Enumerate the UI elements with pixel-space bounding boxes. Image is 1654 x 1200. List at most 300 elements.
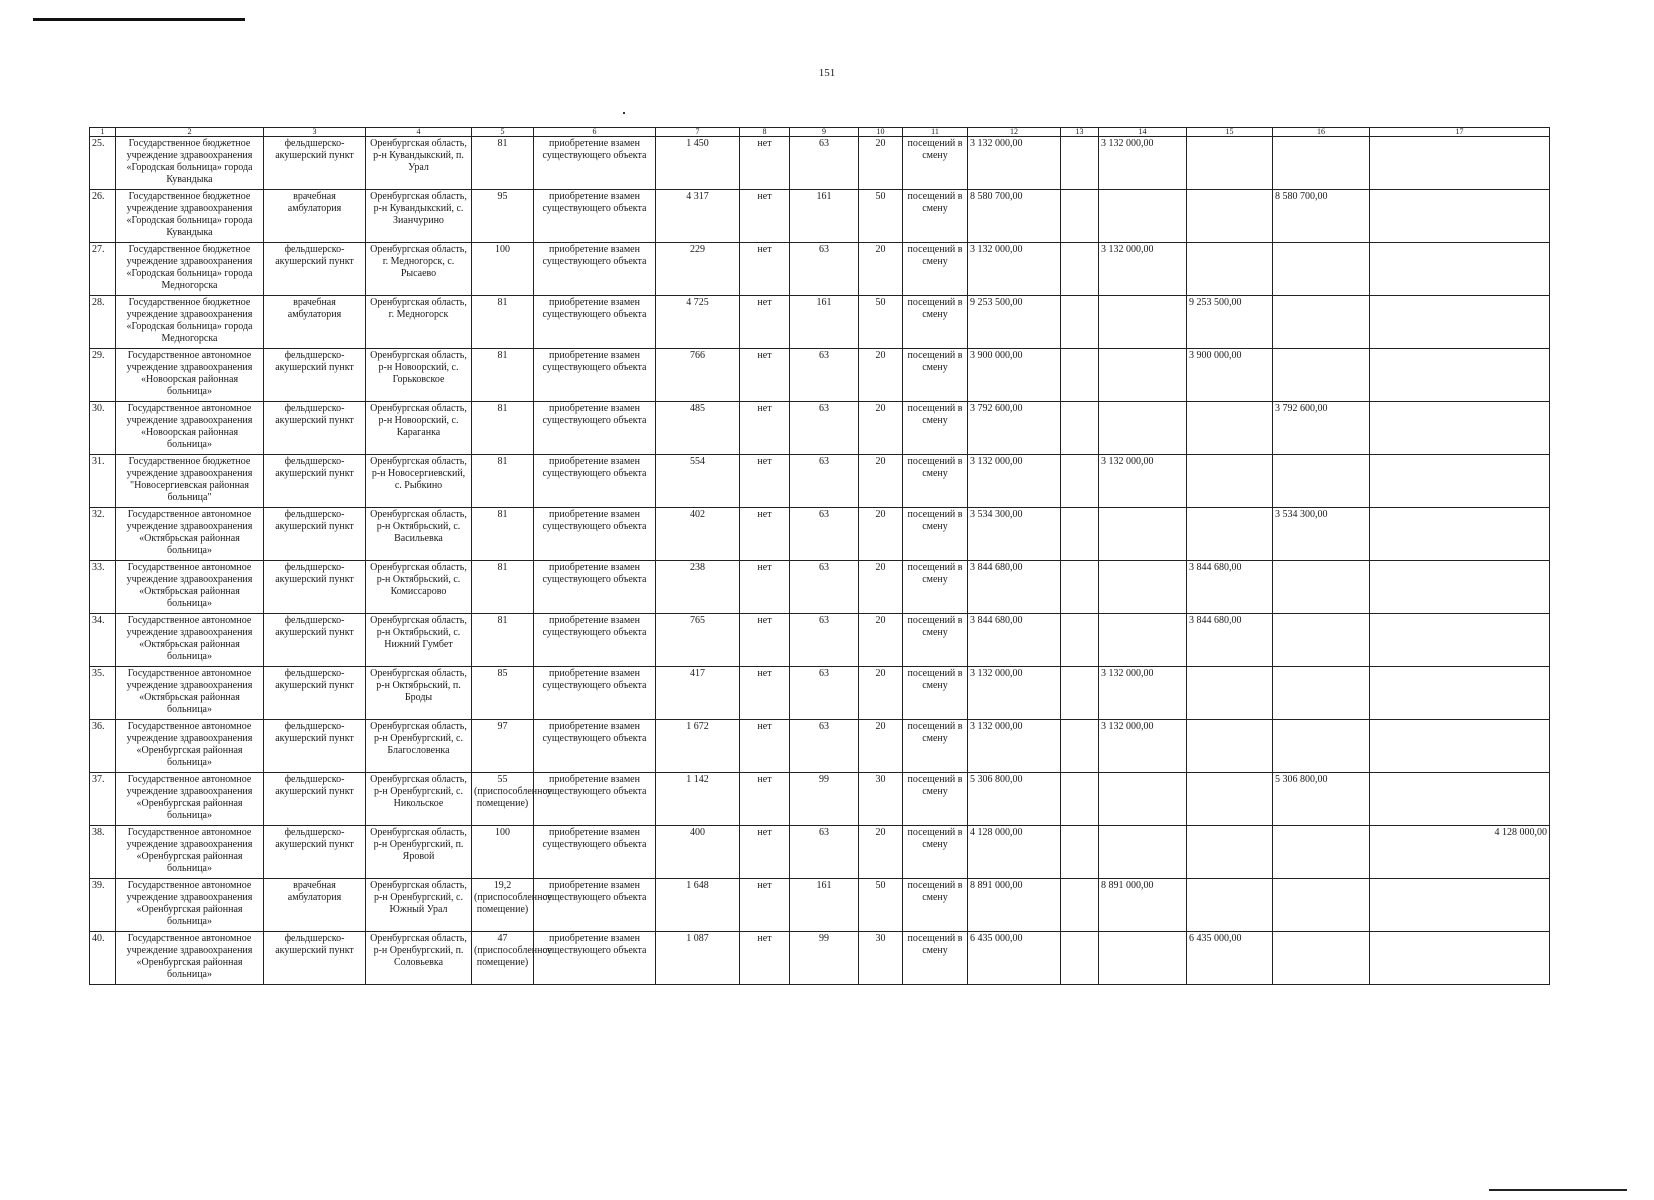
column-header-14: 14	[1099, 128, 1187, 137]
capacity-cell: 63	[790, 349, 859, 402]
year-col-16-cell	[1273, 826, 1370, 879]
population-cell: 417	[656, 667, 740, 720]
year-col-14-cell: 8 891 000,00	[1099, 879, 1187, 932]
year-col-13-cell	[1061, 720, 1099, 773]
column-header-13: 13	[1061, 128, 1099, 137]
year-col-13-cell	[1061, 932, 1099, 985]
year-col-16-cell	[1273, 455, 1370, 508]
visits-cell: 20	[859, 243, 903, 296]
unit-cell: посещений в смену	[903, 720, 968, 773]
year-col-17-cell	[1370, 402, 1550, 455]
year-col-14-cell	[1099, 508, 1187, 561]
row-number-cell: 25.	[90, 137, 116, 190]
year-col-13-cell	[1061, 402, 1099, 455]
institution-cell: Государственное бюджетное учреждение здравоохранения «Городская больница» города Кувандыка	[116, 190, 264, 243]
location-cell: Оренбургская область, р-н Октябрьский, с. Нижний Гумбет	[366, 614, 472, 667]
capacity-cell: 63	[790, 667, 859, 720]
capacity-cell: 63	[790, 455, 859, 508]
year-col-14-cell	[1099, 561, 1187, 614]
area-cell: 81	[472, 561, 534, 614]
year-col-16-cell	[1273, 137, 1370, 190]
year-col-14-cell: 3 132 000,00	[1099, 455, 1187, 508]
institution-cell: Государственное бюджетное учреждение здравоохранения «Городская больница» города Медногорска	[116, 296, 264, 349]
year-col-16-cell	[1273, 296, 1370, 349]
population-cell: 765	[656, 614, 740, 667]
unit-cell: посещений в смену	[903, 879, 968, 932]
total-cost-cell: 8 891 000,00	[968, 879, 1061, 932]
year-col-15-cell	[1187, 667, 1273, 720]
column-header-11: 11	[903, 128, 968, 137]
year-col-16-cell	[1273, 932, 1370, 985]
year-col-14-cell	[1099, 349, 1187, 402]
column-header-10: 10	[859, 128, 903, 137]
year-col-14-cell	[1099, 614, 1187, 667]
action-cell: приобретение взамен существующего объекта	[534, 137, 656, 190]
unit-cell: посещений в смену	[903, 773, 968, 826]
table-row	[90, 243, 1550, 296]
capacity-cell: 63	[790, 720, 859, 773]
column-header-16: 16	[1273, 128, 1370, 137]
facility-type-cell: фельдшерско-акушерский пункт	[264, 243, 366, 296]
action-cell: приобретение взамен существующего объекта	[534, 190, 656, 243]
year-col-17-cell	[1370, 508, 1550, 561]
year-col-15-cell	[1187, 508, 1273, 561]
area-cell: 95	[472, 190, 534, 243]
flag-cell: нет	[740, 667, 790, 720]
row-number-cell: 38.	[90, 826, 116, 879]
year-col-13-cell	[1061, 826, 1099, 879]
action-cell: приобретение взамен существующего объекта	[534, 667, 656, 720]
total-cost-cell: 8 580 700,00	[968, 190, 1061, 243]
column-header-7: 7	[656, 128, 740, 137]
year-col-13-cell	[1061, 137, 1099, 190]
population-cell: 1 672	[656, 720, 740, 773]
area-cell: 81	[472, 402, 534, 455]
area-cell: 47 (приспособленное помещение)	[472, 932, 534, 985]
table-row	[90, 349, 1550, 402]
visits-cell: 20	[859, 826, 903, 879]
year-col-16-cell	[1273, 243, 1370, 296]
population-cell: 4 725	[656, 296, 740, 349]
row-number-cell: 39.	[90, 879, 116, 932]
year-col-13-cell	[1061, 561, 1099, 614]
row-number-cell: 31.	[90, 455, 116, 508]
column-header-12: 12	[968, 128, 1061, 137]
year-col-17-cell	[1370, 932, 1550, 985]
action-cell: приобретение взамен существующего объекта	[534, 773, 656, 826]
facility-type-cell: врачебная амбулатория	[264, 296, 366, 349]
year-col-14-cell	[1099, 190, 1187, 243]
action-cell: приобретение взамен существующего объекта	[534, 243, 656, 296]
table-row	[90, 879, 1550, 932]
location-cell: Оренбургская область, г. Медногорск, с. Рысаево	[366, 243, 472, 296]
flag-cell: нет	[740, 402, 790, 455]
year-col-16-cell	[1273, 667, 1370, 720]
row-number-cell: 33.	[90, 561, 116, 614]
location-cell: Оренбургская область, р-н Новоорский, с. Караганка	[366, 402, 472, 455]
location-cell: Оренбургская область, г. Медногорск	[366, 296, 472, 349]
year-col-13-cell	[1061, 508, 1099, 561]
table-row	[90, 720, 1550, 773]
year-col-14-cell	[1099, 773, 1187, 826]
year-col-14-cell: 3 132 000,00	[1099, 243, 1187, 296]
action-cell: приобретение взамен существующего объекта	[534, 508, 656, 561]
area-cell: 19,2 (приспособленное помещение)	[472, 879, 534, 932]
table-row	[90, 561, 1550, 614]
year-col-17-cell	[1370, 773, 1550, 826]
row-number-cell: 26.	[90, 190, 116, 243]
top-rule	[33, 18, 245, 21]
total-cost-cell: 3 792 600,00	[968, 402, 1061, 455]
year-col-13-cell	[1061, 349, 1099, 402]
year-col-16-cell	[1273, 349, 1370, 402]
flag-cell: нет	[740, 508, 790, 561]
year-col-13-cell	[1061, 455, 1099, 508]
table-row	[90, 137, 1550, 190]
unit-cell: посещений в смену	[903, 137, 968, 190]
flag-cell: нет	[740, 296, 790, 349]
unit-cell: посещений в смену	[903, 667, 968, 720]
total-cost-cell: 3 844 680,00	[968, 561, 1061, 614]
unit-cell: посещений в смену	[903, 561, 968, 614]
year-col-16-cell: 8 580 700,00	[1273, 190, 1370, 243]
year-col-15-cell	[1187, 402, 1273, 455]
table-row	[90, 667, 1550, 720]
year-col-14-cell: 3 132 000,00	[1099, 720, 1187, 773]
visits-cell: 20	[859, 455, 903, 508]
column-header-8: 8	[740, 128, 790, 137]
location-cell: Оренбургская область, р-н Октябрьский, с. Васильевка	[366, 508, 472, 561]
row-number-cell: 35.	[90, 667, 116, 720]
population-cell: 485	[656, 402, 740, 455]
location-cell: Оренбургская область, р-н Новосергиевский, с. Рыбкино	[366, 455, 472, 508]
flag-cell: нет	[740, 243, 790, 296]
location-cell: Оренбургская область, р-н Кувандыкский, с. Зианчурино	[366, 190, 472, 243]
population-cell: 238	[656, 561, 740, 614]
unit-cell: посещений в смену	[903, 455, 968, 508]
year-col-15-cell	[1187, 879, 1273, 932]
unit-cell: посещений в смену	[903, 932, 968, 985]
visits-cell: 20	[859, 561, 903, 614]
total-cost-cell: 6 435 000,00	[968, 932, 1061, 985]
flag-cell: нет	[740, 349, 790, 402]
area-cell: 81	[472, 508, 534, 561]
year-col-17-cell	[1370, 243, 1550, 296]
population-cell: 229	[656, 243, 740, 296]
year-col-14-cell	[1099, 402, 1187, 455]
table-row	[90, 402, 1550, 455]
total-cost-cell: 3 132 000,00	[968, 137, 1061, 190]
action-cell: приобретение взамен существующего объекта	[534, 296, 656, 349]
action-cell: приобретение взамен существующего объекта	[534, 349, 656, 402]
location-cell: Оренбургская область, р-н Оренбургский, с. Никольское	[366, 773, 472, 826]
institution-cell: Государственное автономное учреждение здравоохранения «Новоорская районная больница»	[116, 349, 264, 402]
flag-cell: нет	[740, 932, 790, 985]
location-cell: Оренбургская область, р-н Оренбургский, с. Южный Урал	[366, 879, 472, 932]
visits-cell: 30	[859, 932, 903, 985]
facility-type-cell: врачебная амбулатория	[264, 879, 366, 932]
year-col-15-cell	[1187, 190, 1273, 243]
area-cell: 100	[472, 826, 534, 879]
flag-cell: нет	[740, 826, 790, 879]
population-cell: 766	[656, 349, 740, 402]
scan-dot	[623, 112, 625, 114]
bottom-rule	[1489, 1189, 1627, 1191]
area-cell: 55 (приспособленное помещение)	[472, 773, 534, 826]
table-row	[90, 296, 1550, 349]
flag-cell: нет	[740, 773, 790, 826]
year-col-15-cell: 3 844 680,00	[1187, 614, 1273, 667]
row-number-cell: 29.	[90, 349, 116, 402]
institution-cell: Государственное автономное учреждение здравоохранения «Оренбургская районная больница»	[116, 720, 264, 773]
year-col-13-cell	[1061, 296, 1099, 349]
year-col-17-cell	[1370, 296, 1550, 349]
institution-cell: Государственное бюджетное учреждение здравоохранения «Городская больница» города Медногорска	[116, 243, 264, 296]
capacity-cell: 63	[790, 826, 859, 879]
row-number-cell: 32.	[90, 508, 116, 561]
action-cell: приобретение взамен существующего объекта	[534, 561, 656, 614]
facility-type-cell: фельдшерско-акушерский пункт	[264, 826, 366, 879]
action-cell: приобретение взамен существующего объекта	[534, 614, 656, 667]
year-col-17-cell: 4 128 000,00	[1370, 826, 1550, 879]
location-cell: Оренбургская область, р-н Новоорский, с. Горьковское	[366, 349, 472, 402]
facility-type-cell: фельдшерско-акушерский пункт	[264, 773, 366, 826]
location-cell: Оренбургская область, р-н Октябрьский, с. Комиссарово	[366, 561, 472, 614]
capacity-cell: 161	[790, 190, 859, 243]
visits-cell: 20	[859, 137, 903, 190]
table-row	[90, 773, 1550, 826]
visits-cell: 20	[859, 667, 903, 720]
visits-cell: 20	[859, 349, 903, 402]
row-number-cell: 28.	[90, 296, 116, 349]
visits-cell: 50	[859, 879, 903, 932]
flag-cell: нет	[740, 137, 790, 190]
action-cell: приобретение взамен существующего объекта	[534, 826, 656, 879]
facility-type-cell: фельдшерско-акушерский пункт	[264, 667, 366, 720]
unit-cell: посещений в смену	[903, 190, 968, 243]
area-cell: 85	[472, 667, 534, 720]
visits-cell: 20	[859, 720, 903, 773]
area-cell: 97	[472, 720, 534, 773]
table-row	[90, 508, 1550, 561]
area-cell: 81	[472, 614, 534, 667]
capacity-cell: 63	[790, 614, 859, 667]
action-cell: приобретение взамен существующего объекта	[534, 879, 656, 932]
year-col-13-cell	[1061, 879, 1099, 932]
total-cost-cell: 3 132 000,00	[968, 720, 1061, 773]
column-header-6: 6	[534, 128, 656, 137]
population-cell: 4 317	[656, 190, 740, 243]
flag-cell: нет	[740, 720, 790, 773]
population-cell: 1 648	[656, 879, 740, 932]
unit-cell: посещений в смену	[903, 402, 968, 455]
year-col-16-cell	[1273, 879, 1370, 932]
year-col-17-cell	[1370, 455, 1550, 508]
capacity-cell: 161	[790, 879, 859, 932]
year-col-15-cell: 3 844 680,00	[1187, 561, 1273, 614]
population-cell: 554	[656, 455, 740, 508]
institution-cell: Государственное автономное учреждение здравоохранения «Оренбургская районная больница»	[116, 826, 264, 879]
facility-type-cell: фельдшерско-акушерский пункт	[264, 720, 366, 773]
population-cell: 402	[656, 508, 740, 561]
location-cell: Оренбургская область, р-н Оренбургский, п. Соловьевка	[366, 932, 472, 985]
year-col-16-cell: 3 534 300,00	[1273, 508, 1370, 561]
flag-cell: нет	[740, 190, 790, 243]
institution-cell: Государственное бюджетное учреждение здравоохранения "Новосергиевская районная больница"	[116, 455, 264, 508]
unit-cell: посещений в смену	[903, 349, 968, 402]
location-cell: Оренбургская область, р-н Октябрьский, п. Броды	[366, 667, 472, 720]
year-col-15-cell: 6 435 000,00	[1187, 932, 1273, 985]
unit-cell: посещений в смену	[903, 826, 968, 879]
facility-type-cell: фельдшерско-акушерский пункт	[264, 137, 366, 190]
table-row	[90, 932, 1550, 985]
visits-cell: 30	[859, 773, 903, 826]
location-cell: Оренбургская область, р-н Оренбургский, с. Благословенка	[366, 720, 472, 773]
action-cell: приобретение взамен существующего объекта	[534, 402, 656, 455]
year-col-15-cell	[1187, 720, 1273, 773]
institution-cell: Государственное автономное учреждение здравоохранения «Оренбургская районная больница»	[116, 932, 264, 985]
facility-type-cell: врачебная амбулатория	[264, 190, 366, 243]
year-col-14-cell	[1099, 932, 1187, 985]
year-col-15-cell	[1187, 137, 1273, 190]
flag-cell: нет	[740, 561, 790, 614]
year-col-15-cell: 3 900 000,00	[1187, 349, 1273, 402]
population-cell: 1 450	[656, 137, 740, 190]
facility-type-cell: фельдшерско-акушерский пункт	[264, 932, 366, 985]
total-cost-cell: 3 132 000,00	[968, 243, 1061, 296]
unit-cell: посещений в смену	[903, 508, 968, 561]
year-col-17-cell	[1370, 137, 1550, 190]
row-number-cell: 37.	[90, 773, 116, 826]
action-cell: приобретение взамен существующего объекта	[534, 455, 656, 508]
total-cost-cell: 4 128 000,00	[968, 826, 1061, 879]
action-cell: приобретение взамен существующего объекта	[534, 932, 656, 985]
unit-cell: посещений в смену	[903, 614, 968, 667]
year-col-17-cell	[1370, 190, 1550, 243]
row-number-cell: 36.	[90, 720, 116, 773]
facility-type-cell: фельдшерско-акушерский пункт	[264, 508, 366, 561]
total-cost-cell: 3 132 000,00	[968, 455, 1061, 508]
year-col-13-cell	[1061, 773, 1099, 826]
facility-type-cell: фельдшерско-акушерский пункт	[264, 455, 366, 508]
area-cell: 81	[472, 137, 534, 190]
location-cell: Оренбургская область, р-н Оренбургский, п. Яровой	[366, 826, 472, 879]
total-cost-cell: 3 844 680,00	[968, 614, 1061, 667]
table-row	[90, 455, 1550, 508]
action-cell: приобретение взамен существующего объекта	[534, 720, 656, 773]
visits-cell: 50	[859, 296, 903, 349]
year-col-13-cell	[1061, 190, 1099, 243]
institution-cell: Государственное автономное учреждение здравоохранения «Оренбургская районная больница»	[116, 773, 264, 826]
total-cost-cell: 3 132 000,00	[968, 667, 1061, 720]
column-header-2: 2	[116, 128, 264, 137]
capacity-cell: 161	[790, 296, 859, 349]
table-row	[90, 614, 1550, 667]
year-col-15-cell	[1187, 243, 1273, 296]
institution-cell: Государственное автономное учреждение здравоохранения «Оренбургская районная больница»	[116, 879, 264, 932]
row-number-cell: 27.	[90, 243, 116, 296]
facility-type-cell: фельдшерско-акушерский пункт	[264, 561, 366, 614]
year-col-13-cell	[1061, 614, 1099, 667]
year-col-17-cell	[1370, 614, 1550, 667]
capacity-cell: 63	[790, 137, 859, 190]
visits-cell: 20	[859, 402, 903, 455]
flag-cell: нет	[740, 455, 790, 508]
row-number-cell: 34.	[90, 614, 116, 667]
capacity-cell: 63	[790, 508, 859, 561]
column-header-15: 15	[1187, 128, 1273, 137]
unit-cell: посещений в смену	[903, 296, 968, 349]
row-number-cell: 30.	[90, 402, 116, 455]
unit-cell: посещений в смену	[903, 243, 968, 296]
year-col-17-cell	[1370, 561, 1550, 614]
flag-cell: нет	[740, 879, 790, 932]
year-col-17-cell	[1370, 349, 1550, 402]
area-cell: 81	[472, 349, 534, 402]
visits-cell: 20	[859, 508, 903, 561]
institution-cell: Государственное автономное учреждение здравоохранения «Октябрьская районная больница»	[116, 614, 264, 667]
year-col-16-cell	[1273, 561, 1370, 614]
institution-cell: Государственное автономное учреждение здравоохранения «Октябрьская районная больница»	[116, 508, 264, 561]
visits-cell: 50	[859, 190, 903, 243]
column-header-1: 1	[90, 128, 116, 137]
capacity-cell: 63	[790, 561, 859, 614]
institution-cell: Государственное автономное учреждение здравоохранения «Октябрьская районная больница»	[116, 561, 264, 614]
year-col-17-cell	[1370, 667, 1550, 720]
area-cell: 81	[472, 296, 534, 349]
institution-cell: Государственное автономное учреждение здравоохранения «Октябрьская районная больница»	[116, 667, 264, 720]
visits-cell: 20	[859, 614, 903, 667]
year-col-16-cell	[1273, 614, 1370, 667]
population-cell: 1 087	[656, 932, 740, 985]
location-cell: Оренбургская область, р-н Кувандыкский, п. Урал	[366, 137, 472, 190]
institution-cell: Государственное бюджетное учреждение здравоохранения «Городская больница» города Кувандыка	[116, 137, 264, 190]
year-col-14-cell	[1099, 826, 1187, 879]
facility-type-cell: фельдшерско-акушерский пункт	[264, 349, 366, 402]
total-cost-cell: 5 306 800,00	[968, 773, 1061, 826]
column-header-17: 17	[1370, 128, 1550, 137]
flag-cell: нет	[740, 614, 790, 667]
facility-type-cell: фельдшерско-акушерский пункт	[264, 614, 366, 667]
capacity-cell: 99	[790, 773, 859, 826]
year-col-17-cell	[1370, 879, 1550, 932]
area-cell: 100	[472, 243, 534, 296]
institution-cell: Государственное автономное учреждение здравоохранения «Новоорская районная больница»	[116, 402, 264, 455]
capacity-cell: 63	[790, 243, 859, 296]
population-cell: 1 142	[656, 773, 740, 826]
year-col-14-cell	[1099, 296, 1187, 349]
column-number-row	[90, 128, 1550, 137]
column-header-9: 9	[790, 128, 859, 137]
area-cell: 81	[472, 455, 534, 508]
year-col-15-cell	[1187, 826, 1273, 879]
year-col-17-cell	[1370, 720, 1550, 773]
total-cost-cell: 3 900 000,00	[968, 349, 1061, 402]
facility-type-cell: фельдшерско-акушерский пункт	[264, 402, 366, 455]
year-col-13-cell	[1061, 667, 1099, 720]
capacity-cell: 99	[790, 932, 859, 985]
facilities-table	[89, 127, 1550, 985]
table-row	[90, 826, 1550, 879]
population-cell: 400	[656, 826, 740, 879]
year-col-16-cell: 3 792 600,00	[1273, 402, 1370, 455]
column-header-5: 5	[472, 128, 534, 137]
table-body	[90, 137, 1550, 985]
column-header-3: 3	[264, 128, 366, 137]
capacity-cell: 63	[790, 402, 859, 455]
year-col-15-cell: 9 253 500,00	[1187, 296, 1273, 349]
table-row	[90, 190, 1550, 243]
